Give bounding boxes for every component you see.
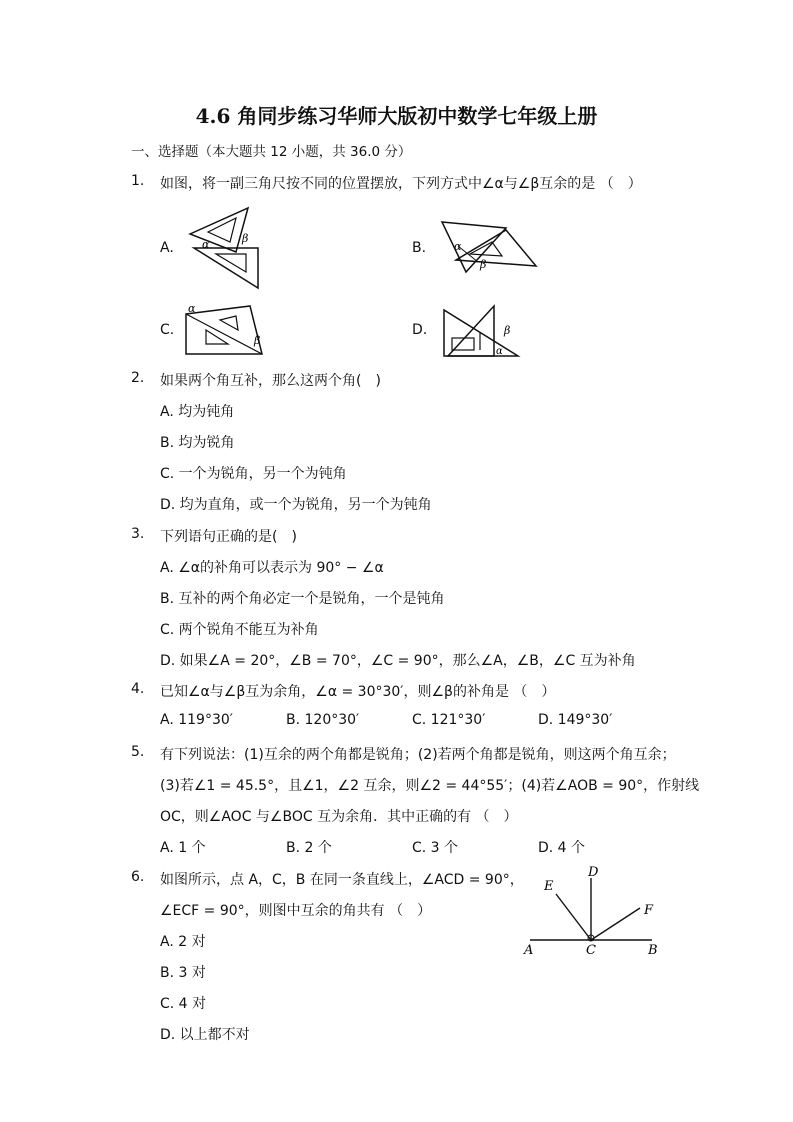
- question-3-text: 下列语句正确的是( ): [160, 529, 297, 545]
- q6-label-a: A: [524, 943, 534, 958]
- q6-label-c: C: [586, 943, 596, 958]
- q3-option-c: C. 两个锐角不能互为补角: [160, 622, 319, 638]
- q5-option-b: B. 2 个: [286, 840, 332, 856]
- q1b-beta-label: β: [480, 258, 487, 271]
- question-6-line-2: ∠ECF = 90°，则图中互余的角共有 （ ）: [160, 903, 432, 919]
- q6-option-a: A. 2 对: [160, 934, 206, 950]
- q6-option-c: C. 4 对: [160, 996, 207, 1012]
- q6-option-d: D. 以上都不对: [160, 1027, 250, 1043]
- q1-figure-c: [182, 300, 270, 358]
- q2-option-c: C. 一个为锐角，另一个为钝角: [160, 466, 347, 482]
- page-title: 4.6 角同步练习华师大版初中数学七年级上册: [195, 104, 598, 128]
- q1-option-c-label: C.: [160, 322, 175, 338]
- question-5-number: 5.: [131, 744, 145, 760]
- q1a-alpha-label: α: [202, 238, 210, 251]
- q5-option-c: C. 3 个: [412, 840, 459, 856]
- question-1-text: 如图，将一副三角尺按不同的位置摆放，下列方式中∠α与∠β互余的是 （ ）: [160, 176, 642, 192]
- q4-option-a: A. 119°30′: [160, 712, 233, 728]
- q6-label-b: B: [648, 943, 658, 958]
- question-2-text: 如果两个角互补，那么这两个角( ): [160, 373, 381, 389]
- q1-figure-b: [436, 216, 542, 274]
- q1-option-d-label: D.: [412, 322, 428, 338]
- q4-option-d: D. 149°30′: [538, 712, 613, 728]
- q1a-beta-label: β: [242, 232, 249, 245]
- q3-option-a: A. ∠α的补角可以表示为 90° − ∠α: [160, 560, 384, 576]
- q4-option-b: B. 120°30′: [286, 712, 360, 728]
- question-1-number: 1.: [131, 173, 145, 189]
- question-4-number: 4.: [131, 681, 145, 697]
- question-6-line-1: 如图所示，点 A，C，B 在同一条直线上，∠ACD = 90°，: [160, 872, 524, 888]
- q1b-alpha-label: α: [454, 240, 462, 253]
- q1-figure-d: [440, 302, 522, 360]
- question-5-line-1: 有下列说法：(1)互余的两个角都是锐角；(2)若两个角都是锐角，则这两个角互余；: [160, 747, 676, 763]
- question-6-number: 6.: [131, 869, 145, 885]
- q6-label-d: D: [588, 865, 599, 880]
- q3-option-b: B. 互补的两个角必定一个是锐角，一个是钝角: [160, 591, 445, 607]
- q4-option-c: C. 121°30′: [412, 712, 486, 728]
- q5-option-d: D. 4 个: [538, 840, 586, 856]
- q1-option-a-label: A.: [160, 240, 174, 256]
- q1c-beta-label: β: [254, 334, 261, 347]
- q3-option-d: D. 如果∠A = 20°，∠B = 70°，∠C = 90°，那么∠A，∠B，∠C 互为补角: [160, 653, 636, 669]
- q6-option-b: B. 3 对: [160, 965, 206, 981]
- question-5-line-2: (3)若∠1 = 45.5°，且∠1，∠2 互余，则∠2 = 44°55′；(4)若∠AOB = 90°，作射线: [160, 778, 700, 794]
- q6-label-e: E: [544, 879, 554, 894]
- q2-option-a: A. 均为钝角: [160, 404, 235, 420]
- q5-option-a: A. 1 个: [160, 840, 206, 856]
- q1c-alpha-label: α: [188, 302, 196, 315]
- q1-figure-a: [182, 206, 272, 292]
- q2-option-d: D. 均为直角，或一个为锐角，另一个为钝角: [160, 497, 432, 513]
- q2-option-b: B. 均为锐角: [160, 435, 235, 451]
- section-heading: 一、选择题（本大题共 12 小题，共 36.0 分）: [131, 144, 412, 160]
- q1-option-b-label: B.: [412, 240, 427, 256]
- question-3-number: 3.: [131, 526, 145, 542]
- q1d-alpha-label: α: [496, 346, 503, 357]
- q1d-beta-label: β: [504, 324, 511, 337]
- question-5-line-3: OC，则∠AOC 与∠BOC 互为余角．其中正确的有 （ ）: [160, 809, 518, 825]
- question-4-text: 已知∠α与∠β互为余角，∠α = 30°30′，则∠β的补角是 （ ）: [160, 684, 556, 700]
- q6-label-f: F: [644, 903, 654, 918]
- question-2-number: 2.: [131, 370, 145, 386]
- q6-figure: [516, 862, 666, 958]
